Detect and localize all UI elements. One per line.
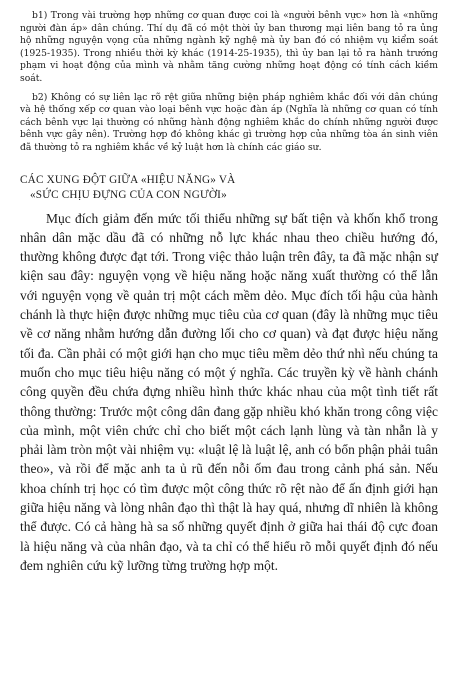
section-title-line-2: «SỨC CHỊU ĐỰNG CỦA CON NGƯỜI» <box>30 188 227 201</box>
footnote-b1: b1) Trong vài trường hợp những cơ quan được coi là «người bênh vực» hơn là «những người đàn áp» dân chúng. Thí dụ đã có một thời ủy ban thương mại liên bang tỏ ra ủng hộ những nguyện vọng của những ngành kỹ nghệ mà ủy ban đó có nhiệm vụ kiểm soát (1925-1935). Trong nhiều thời kỳ khác (1914-25-1935), thì ủy ban lại tỏ ra hành trướng phạm vi hoạt động của mình và nhằm tăng cường những hoạt động có tính cách kiềm soát. <box>20 10 438 84</box>
document-page <box>20 10 438 575</box>
body-paragraph: Mục đích giảm đến mức tối thiểu những sự bất tiện và khốn khổ trong nhân dân mặc dầu đã có những nỗ lực khác nhau theo chiều hướng đó, thường không được đạt tới. Trong việc thảo luận trên đây, ta đã mặc nhận sự kiện sau đây: nguyện vọng về hiệu năng hoặc năng xuất thường có thể lẫn với nguyện vọng về quản trị một cách mềm dẻo. Mục đích tối hậu của hành chánh là thực hiện được những mục tiêu của cơ quan (đây là những mục tiêu về cơ năng nhằm hướng dẫn đường lối cho cơ quan) và đạt được hiệu năng tối đa. Cần phải có một giới hạn cho mục tiêu mềm dẻo thứ nhì nếu chúng ta muốn cho mục tiêu hiệu năng có một ý nghĩa. Các truyền kỳ về hành chánh công quyền đều chứa đựng nhiều hình thức khác nhau của một tình tiết rất thông thường: Trước một công dân đang gặp nhiều khó khăn trong công việc của mình, một viên chức chỉ cho biết một cách lạnh lùng và tàn nhẫn là y phải làm tròn một vài nhiệm vụ: «luật lệ là luật lệ, anh có bổn phận phải tuân theo», và rồi để mặc anh ta ủ rũ đến nỗi ốm đau trong cảnh phá sản. Nếu khoa chính trị học có tìm được một công thức rõ rệt nào để ấn định giới hạn giữa hiệu năng và lòng nhân đạo thì thật là hay quá, nhưng dĩ nhiên là không thể được. Có cả hàng hà sa số những quyết định ở giữa hai thái độ cực đoan là hiệu năng và của nhân đạo, và ta chỉ có thể hiểu rõ mỗi quyết định đó nếu đem nghiên cứu kỹ lưỡng từng trường hợp một. <box>20 210 438 573</box>
section-title-line-1: CÁC XUNG ĐỘT GIỮA «HIỆU NĂNG» VÀ <box>20 173 236 186</box>
section-title <box>20 173 438 203</box>
footnote-b2: b2) Không có sự liên lạc rõ rệt giữa những biện pháp nghiêm khắc đối với dân chúng và hệ thống xếp cơ quan vào loại bênh vực hoặc đàn áp (Nghĩa là những cơ quan có tính cách bênh vực lại thường có những hành động nghiêm khắc do chính những người được bênh vực gây nên). Trường hợp đó không khác gì trường hợp của những tòa án sinh viên đã thường tỏ ra nghiêm khắc về kỷ luật hơn là chính các giáo sư. <box>20 91 438 153</box>
